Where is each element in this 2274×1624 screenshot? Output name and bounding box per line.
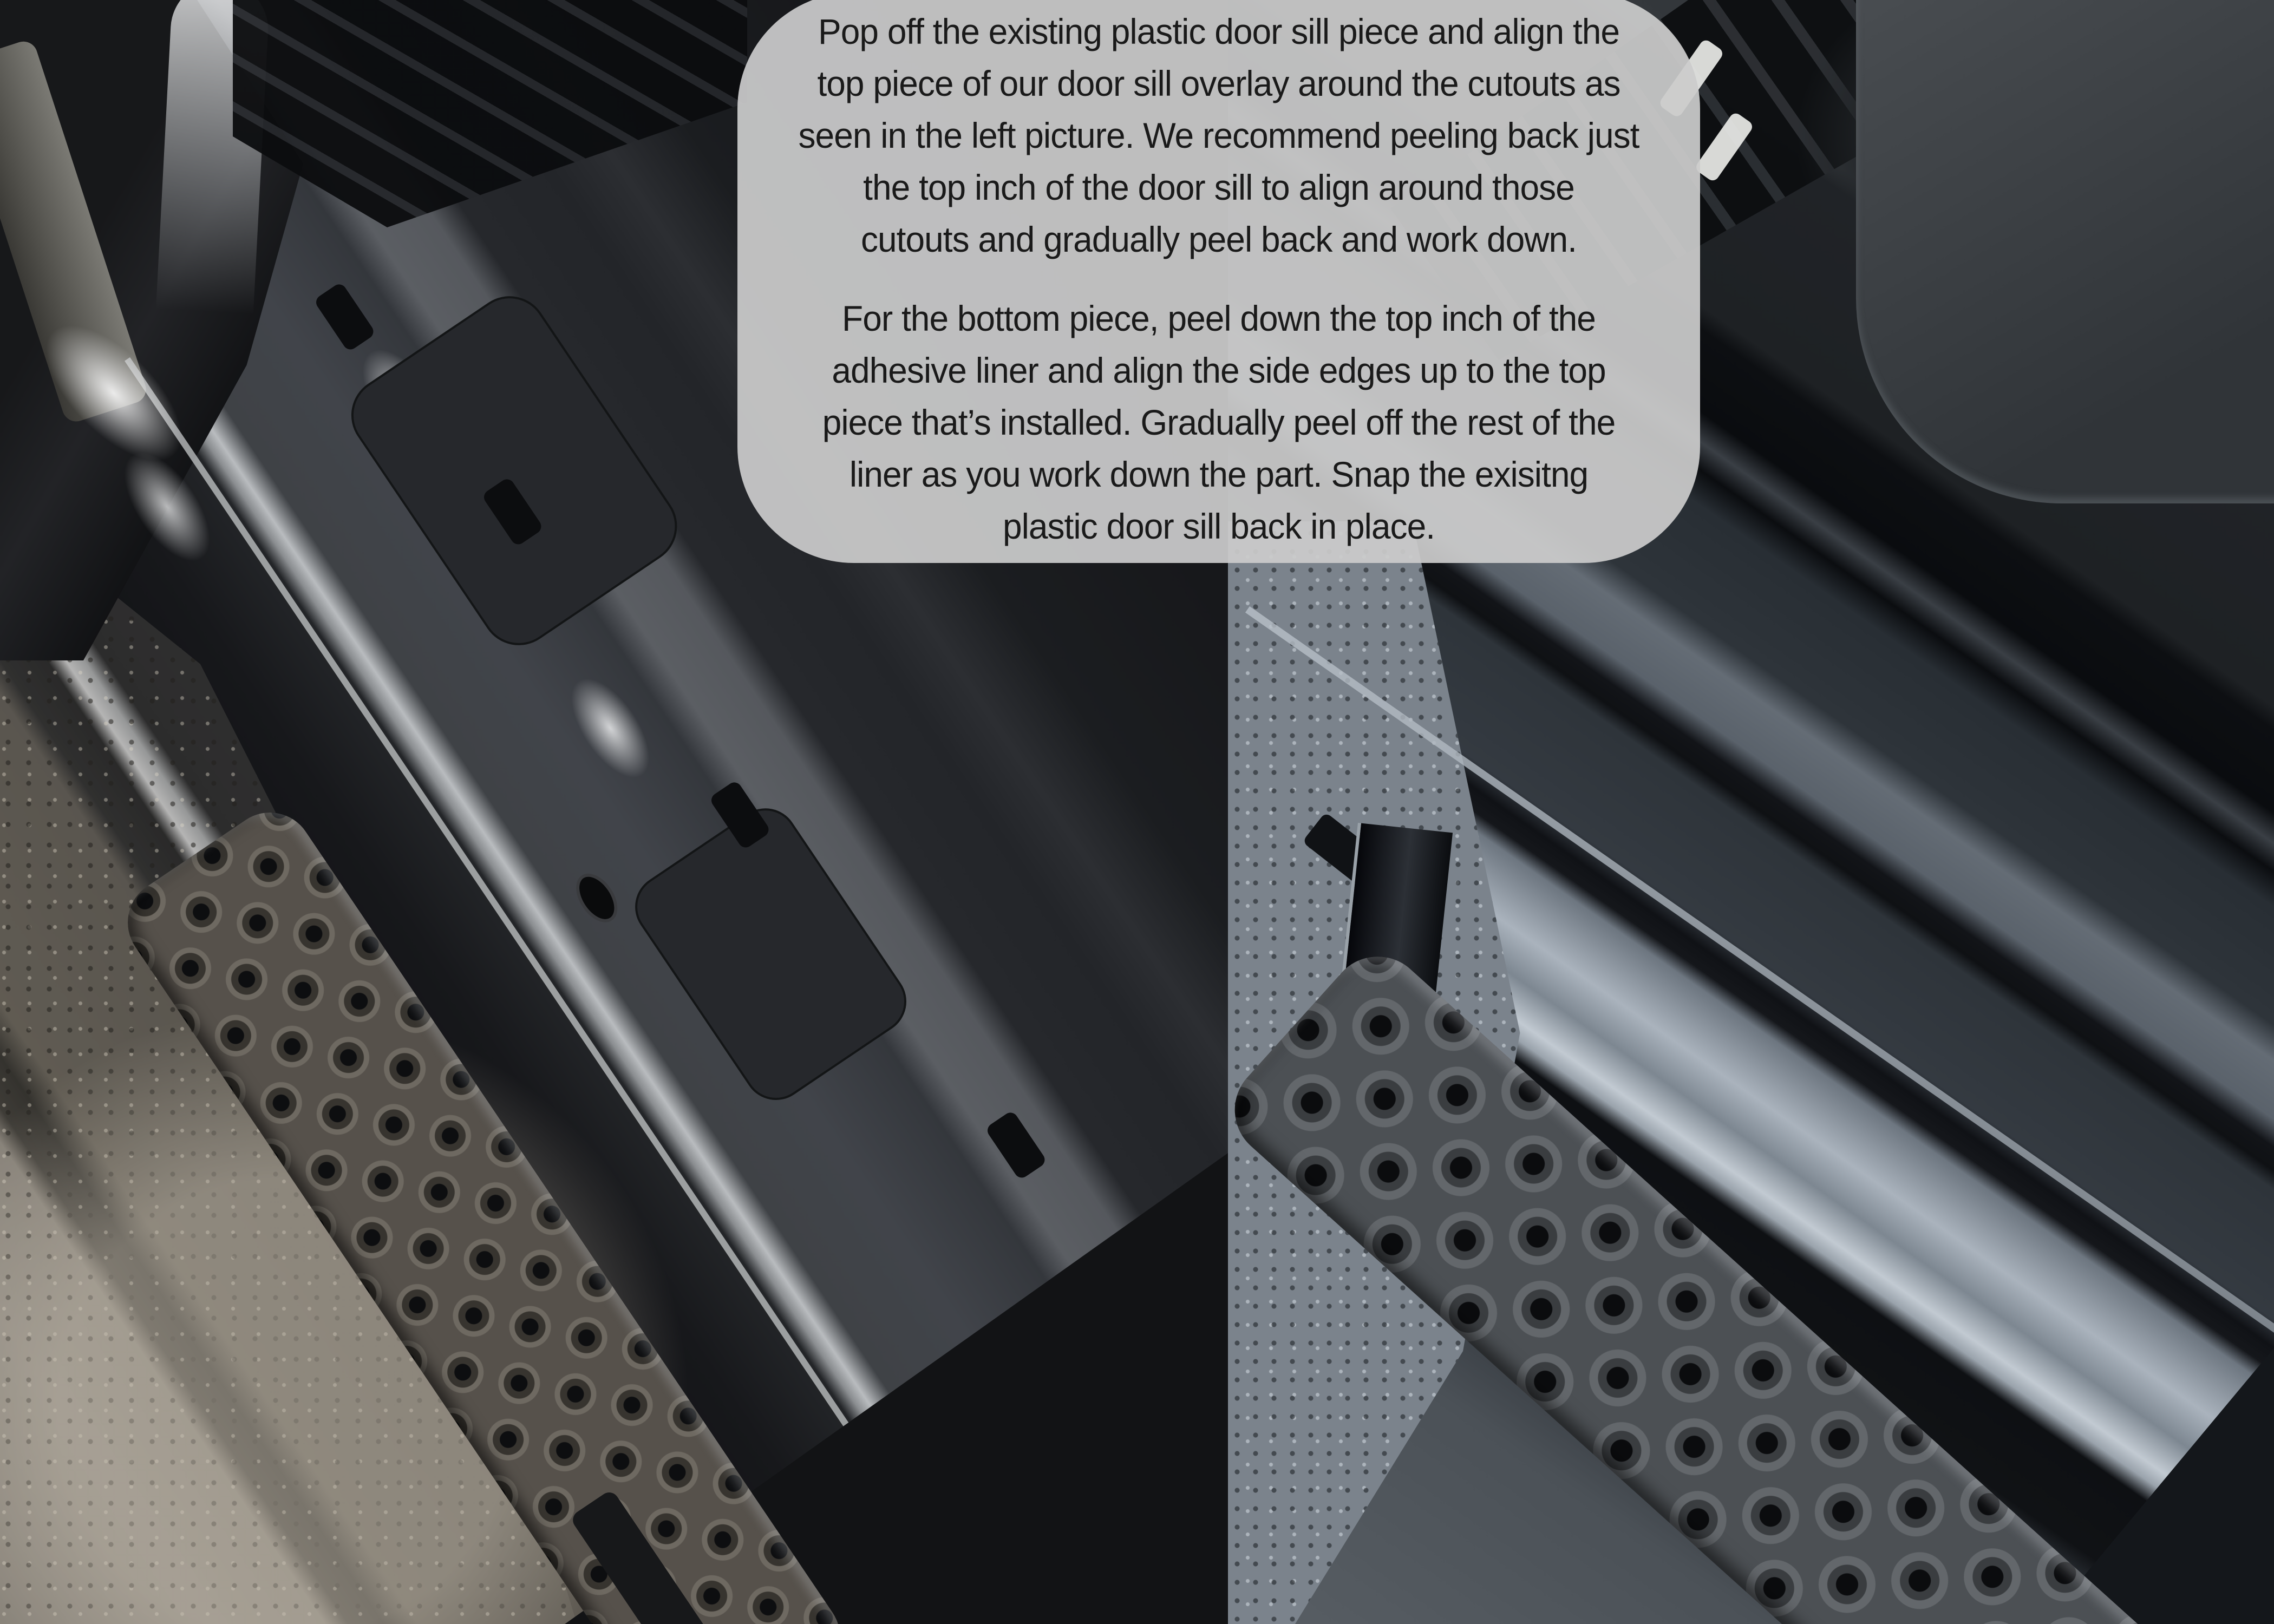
sill-cutout xyxy=(985,1110,1048,1181)
instruction-paragraph-2 xyxy=(772,292,1666,552)
sill-plate-hole xyxy=(568,866,626,930)
instruction-line: top piece of our door sill overlay around the cutouts as xyxy=(817,63,1620,103)
sill-molded-patch xyxy=(337,281,692,660)
instruction-line: piece that’s installed. Gradually peel off the rest of the xyxy=(822,402,1616,442)
instruction-overlay xyxy=(737,0,1700,563)
instruction-line: Pop off the existing plastic door sill piece and align the xyxy=(818,11,1620,51)
floor-mat-ribs xyxy=(233,0,747,227)
instruction-line: plastic door sill back in place. xyxy=(1002,506,1435,546)
instruction-paragraph-1 xyxy=(772,5,1666,265)
instruction-line: adhesive liner and align the side edges up to the top xyxy=(832,350,1606,390)
instruction-line: cutouts and gradually peel back and work down. xyxy=(860,219,1577,259)
seat-base xyxy=(1856,0,2274,503)
instruction-line: seen in the left picture. We recommend peeling back just xyxy=(798,115,1639,155)
glossy-reflection xyxy=(556,666,664,790)
instruction-line: the top inch of the door sill to align around those xyxy=(863,167,1574,207)
instruction-line: liner as you work down the part. Snap the exisitng xyxy=(849,454,1589,494)
sill-cutout xyxy=(313,281,376,352)
instruction-text xyxy=(752,0,1686,552)
instruction-line: For the bottom piece, peel down the top inch of the xyxy=(842,298,1596,338)
